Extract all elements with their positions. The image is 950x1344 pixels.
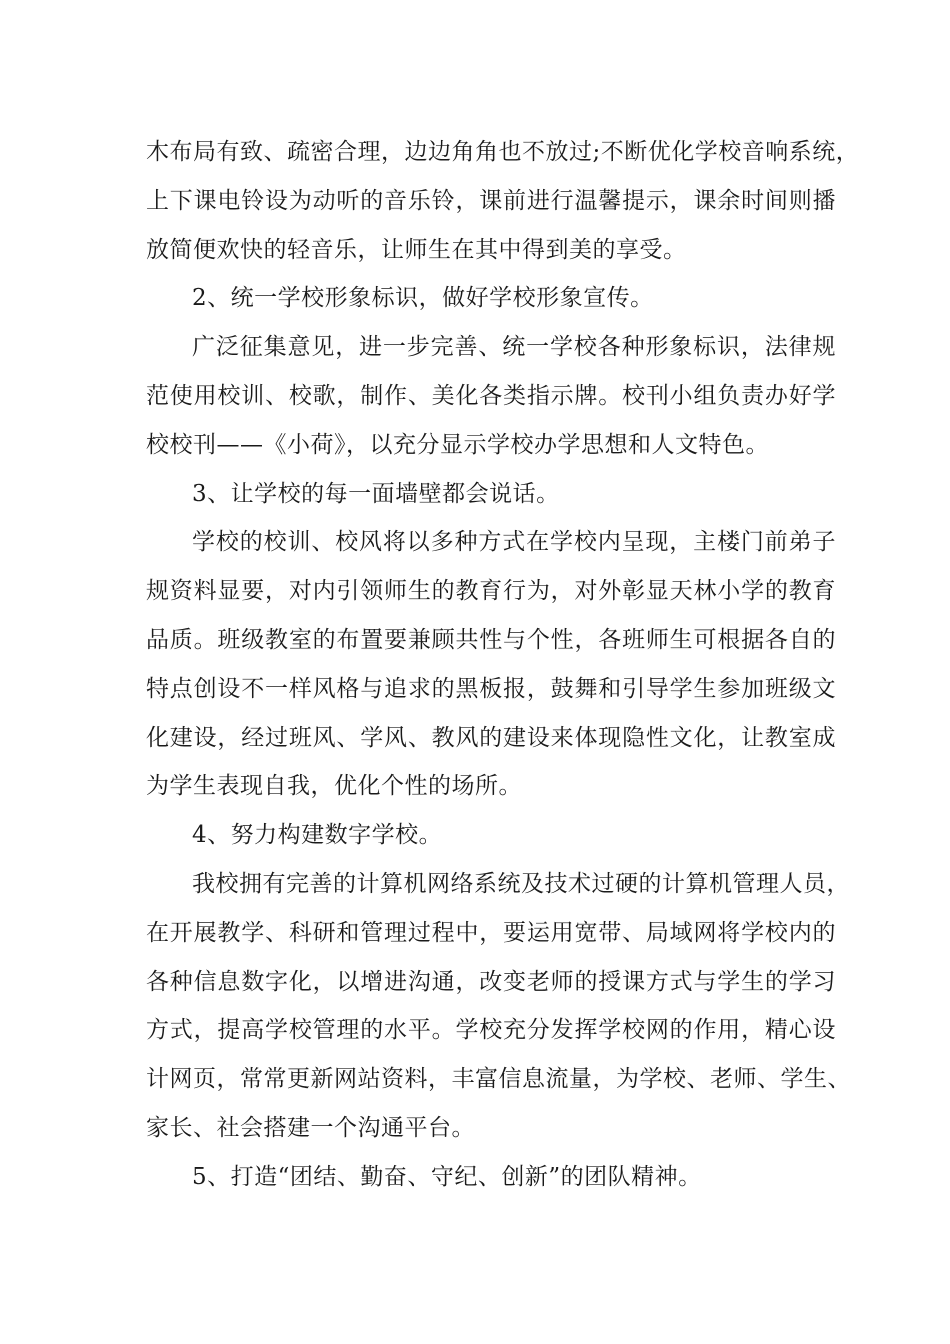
section-heading: 5、打造“团结、勤奋、守纪、创新”的团队精神。 <box>192 1163 702 1190</box>
paragraph-line: 各种信息数字化，以增进沟通，改变老师的授课方式与学生的学习 <box>146 968 836 995</box>
section-heading: 4、努力构建数字学校。 <box>192 822 443 849</box>
section-heading: 2、统一学校形象标识，做好学校形象宣传。 <box>192 285 654 312</box>
paragraph-line: 校校刊——《小荷》，以充分显示学校办学思想和人文特色。 <box>146 431 769 458</box>
paragraph-line: 家长、社会搭建一个沟通平台。 <box>146 1114 475 1141</box>
paragraph-line: 放简便欢快的轻音乐，让师生在其中得到美的享受。 <box>146 236 687 263</box>
paragraph-line: 在开展教学、科研和管理过程中，要运用宽带、局域网将学校内的 <box>146 919 836 946</box>
document-body <box>146 128 860 1202</box>
paragraph-line: 范使用校训、校歌，制作、美化各类指示牌。校刊小组负责办好学 <box>146 382 836 409</box>
paragraph-line: 方式，提高学校管理的水平。学校充分发挥学校网的作用，精心设 <box>146 1017 836 1044</box>
paragraph-line: 化建设，经过班风、学风、教风的建设来体现隐性文化，让教室成 <box>146 724 836 751</box>
paragraph-line: 为学生表现自我，优化个性的场所。 <box>146 773 522 800</box>
paragraph-line: 规资料显要，对内引领师生的教育行为，对外彰显天林小学的教育 <box>146 578 836 605</box>
paragraph-line: 上下课电铃设为动听的音乐铃，课前进行温馨提示，课余时间则播 <box>146 187 836 214</box>
paragraph-line: 品质。班级教室的布置要兼顾共性与个性，各班师生可根据各自的 <box>146 626 836 653</box>
section-heading: 3、让学校的每一面墙壁都会说话。 <box>192 480 560 507</box>
paragraph-line: 学校的校训、校风将以多种方式在学校内呈现，主楼门前弟子 <box>192 529 836 556</box>
paragraph-line: 木布局有致、疏密合理，边边角角也不放过;不断优化学校音响系统， <box>146 139 860 165</box>
paragraph-line: 广泛征集意见，进一步完善、统一学校各种形象标识，法律规 <box>192 334 836 361</box>
paragraph-line: 特点创设不一样风格与追求的黑板报，鼓舞和引导学生参加班级文 <box>146 675 836 702</box>
paragraph-line: 计网页，常常更新网站资料，丰富信息流量，为学校、老师、学生、 <box>146 1066 851 1093</box>
paragraph-line: 我校拥有完善的计算机网络系统及技术过硬的计算机管理人员， <box>192 870 850 897</box>
